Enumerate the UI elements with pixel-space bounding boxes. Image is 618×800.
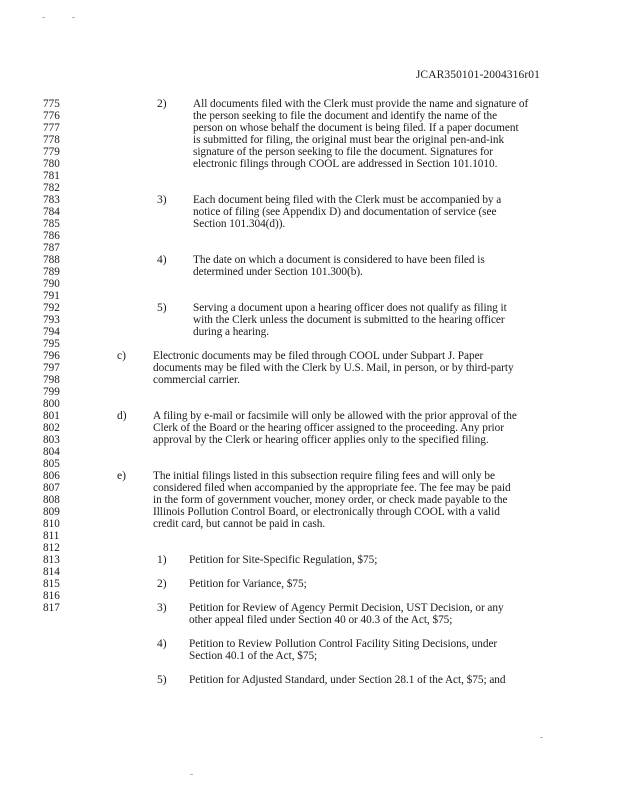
line-number: 777 xyxy=(43,122,60,134)
scan-mark xyxy=(72,17,75,18)
text-line: Petition for Adjusted Standard, under Section 28.1 of the Act, $75; and xyxy=(189,674,506,686)
text-line: during a hearing. xyxy=(193,326,270,338)
line-number: 792 xyxy=(43,302,60,314)
line-number: 805 xyxy=(43,458,60,470)
line-number: 787 xyxy=(43,242,60,254)
line-number: 791 xyxy=(43,290,60,302)
scan-mark xyxy=(42,17,45,18)
text-line: Clerk of the Board or the hearing officer assigned to the proceeding. Any prior xyxy=(153,422,504,434)
text-line: Section 101.304(d)). xyxy=(193,218,286,230)
fee-item-1-label: 1) xyxy=(157,554,167,566)
item-2-label: 2) xyxy=(157,98,167,110)
fee-item-4-label: 4) xyxy=(157,638,167,650)
line-number: 797 xyxy=(43,362,60,374)
line-number: 783 xyxy=(43,194,60,206)
line-number: 803 xyxy=(43,434,60,446)
line-number: 780 xyxy=(43,158,60,170)
text-line: Petition for Variance, $75; xyxy=(189,578,307,590)
fee-item-2-label: 2) xyxy=(157,578,167,590)
line-number: 810 xyxy=(43,518,60,530)
line-number: 800 xyxy=(43,398,60,410)
line-number: 796 xyxy=(43,350,60,362)
text-line: determined under Section 101.300(b). xyxy=(193,266,363,278)
line-number: 802 xyxy=(43,422,60,434)
line-number: 807 xyxy=(43,482,60,494)
text-line: is submitted for filing, the original must bear the original pen-and-ink xyxy=(193,134,505,146)
text-line: Petition for Site-Specific Regulation, $75; xyxy=(189,554,378,566)
fee-item-5-label: 5) xyxy=(157,674,167,686)
line-number: 790 xyxy=(43,278,60,290)
line-number: 794 xyxy=(43,326,60,338)
line-number: 815 xyxy=(43,578,60,590)
line-number: 779 xyxy=(43,146,60,158)
text-line: signature of the person seeking to file the document. Signatures for xyxy=(193,146,493,158)
line-number: 784 xyxy=(43,206,60,218)
line-number: 789 xyxy=(43,266,60,278)
line-number: 776 xyxy=(43,110,60,122)
line-number: 812 xyxy=(43,542,60,554)
line-number: 785 xyxy=(43,218,60,230)
line-number: 775 xyxy=(43,98,60,110)
subsection-d-label: d) xyxy=(117,410,127,422)
item-4-label: 4) xyxy=(157,254,167,266)
text-line: Illinois Pollution Control Board, or electronically through COOL with a valid xyxy=(153,506,500,518)
line-number: 799 xyxy=(43,386,60,398)
line-number: 778 xyxy=(43,134,60,146)
line-number: 817 xyxy=(43,602,60,614)
line-number: 798 xyxy=(43,374,60,386)
text-line: documents may be filed with the Clerk by U.S. Mail, in person, or by third-party xyxy=(153,362,514,374)
line-number: 804 xyxy=(43,446,60,458)
scan-mark xyxy=(540,737,543,738)
text-line: person on whose behalf the document is being filed. If a paper document xyxy=(193,122,519,134)
text-line: approval by the Clerk or hearing officer applies only to the specified filing. xyxy=(153,434,489,446)
text-line: Each document being filed with the Clerk must be accompanied by a xyxy=(193,194,502,206)
line-number: 809 xyxy=(43,506,60,518)
text-line: the person seeking to file the document and identify the name of the xyxy=(193,110,498,122)
text-line: A filing by e-mail or facsimile will only be allowed with the prior approval of the xyxy=(153,410,517,422)
line-number: 801 xyxy=(43,410,60,422)
line-number: 781 xyxy=(43,170,60,182)
item-5-label: 5) xyxy=(157,302,167,314)
line-number: 808 xyxy=(43,494,60,506)
text-line: The date on which a document is considered to have been filed is xyxy=(193,254,485,266)
line-number: 795 xyxy=(43,338,60,350)
line-number: 788 xyxy=(43,254,60,266)
text-line: All documents filed with the Clerk must provide the name and signature of xyxy=(193,98,529,110)
text-line: considered filed when accompanied by the appropriate fee. The fee may be paid xyxy=(153,482,511,494)
text-line: commercial carrier. xyxy=(153,374,240,386)
document-id-header: JCAR350101-2004316r01 xyxy=(415,69,540,81)
line-number: 813 xyxy=(43,554,60,566)
text-line: Petition to Review Pollution Control Facility Siting Decisions, under xyxy=(189,638,498,650)
line-number: 806 xyxy=(43,470,60,482)
text-line: with the Clerk unless the document is submitted to the hearing officer xyxy=(193,314,505,326)
item-3-label: 3) xyxy=(157,194,167,206)
text-line: other appeal filed under Section 40 or 40.3 of the Act, $75; xyxy=(189,614,453,626)
text-line: Serving a document upon a hearing officer does not qualify as filing it xyxy=(193,302,507,314)
line-number: 816 xyxy=(43,590,60,602)
subsection-e-label: e) xyxy=(117,470,126,482)
text-line: Petition for Review of Agency Permit Decision, UST Decision, or any xyxy=(189,602,504,614)
line-number: 814 xyxy=(43,566,60,578)
text-line: in the form of government voucher, money order, or check made payable to the xyxy=(153,494,508,506)
scan-mark xyxy=(190,774,193,775)
text-line: electronic filings through COOL are addressed in Section 101.1010. xyxy=(193,158,498,170)
text-line: Section 40.1 of the Act, $75; xyxy=(189,650,318,662)
line-number: 811 xyxy=(43,530,60,542)
text-line: credit card, but cannot be paid in cash. xyxy=(153,518,326,530)
text-line: Electronic documents may be filed through COOL under Subpart J. Paper xyxy=(153,350,484,362)
text-line: notice of filing (see Appendix D) and documentation of service (see xyxy=(193,206,497,218)
text-line: The initial filings listed in this subsection require filing fees and will only be xyxy=(153,470,495,482)
subsection-c-label: c) xyxy=(117,350,126,362)
line-number: 782 xyxy=(43,182,60,194)
line-number: 793 xyxy=(43,314,60,326)
fee-item-3-label: 3) xyxy=(157,602,167,614)
line-number: 786 xyxy=(43,230,60,242)
